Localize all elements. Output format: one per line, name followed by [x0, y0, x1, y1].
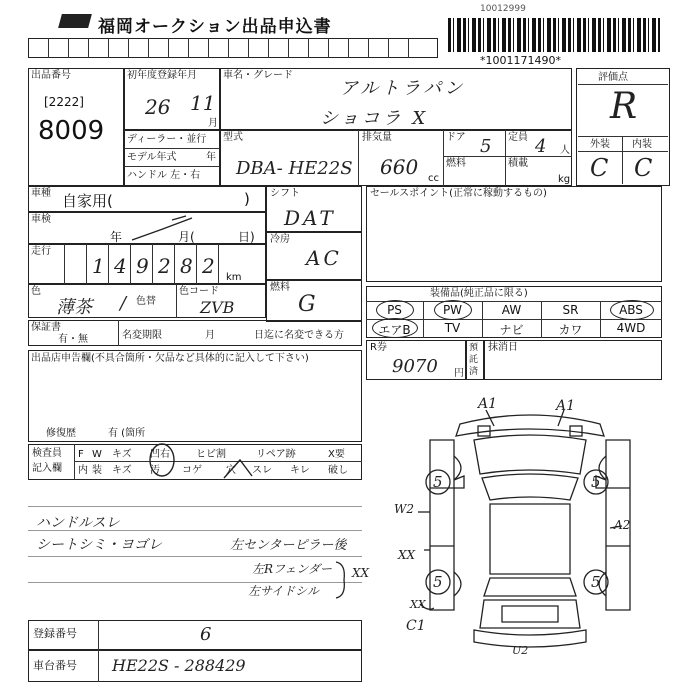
note-xx: XX [352, 566, 370, 580]
displacement-label: 排気量 [362, 132, 392, 143]
type-label: 型式 [223, 132, 243, 143]
reg-value: 6 [200, 624, 212, 645]
recycle-unit: 円 [454, 368, 464, 379]
model-year-unit: 年 [206, 152, 216, 163]
insp-r1-2: キズ [112, 449, 132, 460]
registration-label: 初年度登録年月 [127, 70, 197, 81]
chassis-value: HE22S - 288429 [112, 656, 246, 675]
equipment-label: 装備品(純正品に限る) [430, 288, 528, 299]
mileage-digit-5: 8 [180, 254, 193, 278]
registration-month: 11 [190, 91, 216, 115]
load-unit: kg [558, 174, 571, 185]
model-grade: ショコラ X [320, 108, 429, 129]
color-slash: / [120, 293, 127, 314]
evaluation-score: R [610, 86, 638, 127]
usage-label: 車種 [31, 188, 51, 199]
warranty-label: 保証書 [31, 322, 61, 333]
fuel-label: 燃料 [270, 282, 290, 293]
insp-r2-0: 内 [78, 465, 88, 476]
equip-navi: ナビ [499, 323, 524, 337]
diagram-u2: U2 [512, 644, 529, 657]
equip-pw: PW [442, 303, 463, 317]
equip-4wd: 4WD [616, 321, 646, 335]
equip-aw: AW [501, 303, 522, 317]
top-ref-number: 10012999 [480, 4, 526, 14]
mileage-digit-3: 9 [136, 254, 149, 278]
equip-abs: ABS [619, 303, 643, 317]
shift-label: シフト [270, 188, 300, 199]
chassis-label: 車台番号 [33, 659, 77, 672]
fuel-value: G [298, 292, 316, 317]
warranty-options: 有・無 [58, 334, 88, 345]
diagram-a2: A2 [614, 518, 631, 532]
mileage-digit-4: 2 [158, 254, 171, 278]
insp-r2-1: 装 [92, 465, 102, 476]
inspection-year-unit: 年 [110, 230, 123, 244]
exterior-grade: C [590, 154, 609, 182]
usage-value: 自家用( [62, 192, 113, 210]
note-line-5: 左サイドシル [248, 584, 319, 598]
inspection-label: 車検 [31, 214, 51, 225]
equip-tv: TV [444, 321, 461, 335]
model-year-label: モデル年式 [127, 152, 177, 163]
insp-r1-6: X要 [328, 449, 345, 460]
interior-grade: C [634, 154, 653, 182]
load-label: 積載 [508, 158, 528, 169]
model-label: 車名・グレード [223, 70, 293, 81]
doors-label: ドア [446, 132, 466, 143]
inspector-label-1: 検査員 [32, 448, 62, 459]
reg-label: 登録番号 [33, 627, 77, 640]
recycle-date-label: 抹消日 [488, 342, 518, 353]
capacity-value: 4 [535, 136, 547, 157]
tire-front-right: 5 [591, 473, 601, 491]
lot-number: 8009 [38, 116, 105, 146]
header-box-row [28, 38, 438, 58]
fuel-label-spec: 燃料 [446, 158, 466, 169]
aircon-label: 冷房 [270, 234, 290, 245]
color-code-label: 色コード [179, 286, 219, 297]
barcode [448, 18, 660, 52]
tire-rear-left: 5 [433, 573, 443, 591]
title-logo [58, 14, 92, 28]
insp-r2-8: 破し [328, 465, 348, 476]
insp-r1-0: F [78, 449, 84, 460]
insp-r2-2: キズ [112, 465, 132, 476]
diagram-c1: C1 [406, 618, 426, 634]
repair-label: 修復歴 [46, 428, 76, 439]
insp-r2-4: コゲ [182, 465, 202, 476]
mileage-digit-6: 2 [202, 254, 215, 278]
aircon-value: AC [306, 246, 342, 270]
equip-pw-circle [434, 300, 472, 320]
equip-leather: カワ [558, 323, 583, 337]
diagram-w2: W2 [394, 502, 414, 516]
exterior-label: 外装 [590, 139, 610, 150]
validity-label: 名変期限 [122, 330, 162, 341]
capacity-label: 定員 [508, 132, 528, 143]
note-line-3: 左センターピラー後 [230, 538, 347, 553]
shift-value: DAT [284, 206, 336, 230]
inspector-label-2: 記入欄 [32, 463, 62, 474]
insp-r1-4: ヒビ割 [196, 449, 226, 460]
displacement-value: 660 [380, 155, 419, 179]
usage-paren-close: ) [244, 190, 250, 208]
note-line-2: シートシミ・ヨゴレ [36, 537, 162, 553]
diagram-a1-right: A1 [556, 398, 576, 414]
recycle-label: R券 [370, 342, 387, 353]
equip-abs-circle [610, 300, 654, 320]
tire-front-left: 5 [433, 473, 443, 491]
type-value: DBA- HE22S [236, 158, 353, 179]
interior-label: 内装 [632, 139, 652, 150]
insp-r2-6: スレ [252, 465, 272, 476]
barcode-text: *1001171490* [480, 54, 561, 67]
lot-label: 出品番号 [31, 70, 71, 81]
mileage-label: 走行 [31, 246, 51, 257]
insp-r2-7: キレ [290, 465, 310, 476]
model-name: アルトラパン [340, 78, 466, 99]
color-change-label: 色替 [136, 296, 156, 307]
mileage-digit-1: 1 [92, 254, 105, 278]
registration-year: 26 [145, 95, 171, 119]
mileage-digits [64, 244, 224, 284]
doors-value: 5 [480, 136, 492, 157]
diagram-xx-bottom: XX [410, 598, 426, 611]
mileage-digit-2: 4 [114, 254, 127, 278]
inspection-strike [130, 214, 200, 244]
insp-r1-3: 凹右 [150, 449, 170, 460]
color-value: 薄茶 [56, 297, 92, 318]
tire-rear-right: 5 [591, 573, 601, 591]
evaluation-label: 評価点 [598, 72, 628, 83]
registration-month-suffix: 月 [208, 118, 218, 129]
equip-ps-circle [376, 300, 414, 320]
inspector-marks [140, 438, 280, 482]
insp-r2-5: 穴 [226, 465, 236, 476]
inspection-month-unit: 月( [178, 230, 195, 244]
equip-sr: SR [562, 303, 579, 317]
equip-ps: PS [387, 303, 402, 317]
repair-options: 有 (箇所 [108, 428, 146, 439]
note-brace [334, 560, 348, 600]
insp-r1-5: リペア跡 [256, 449, 296, 460]
handle-label: ハンドル 左・右 [127, 170, 201, 181]
inspection-day-unit: 日) [238, 230, 255, 244]
equip-airbag: エアB [378, 323, 411, 337]
color-label: 色 [31, 286, 41, 297]
dealer-label: ディーラー・並行 [127, 134, 207, 145]
sales-point-box [366, 186, 662, 282]
recycle-value: 9070 [392, 356, 438, 377]
sales-point-label: セールスポイント(正常に稼動するもの) [370, 188, 547, 199]
note-line-4: 左Rフェンダー [252, 562, 332, 576]
insp-r2-3: 汚 [150, 465, 160, 476]
equip-airbag-circle [372, 318, 418, 338]
diagram-a1-left: A1 [478, 396, 498, 412]
recycle-settled-label: 預託済 [469, 343, 479, 377]
reg-box [28, 620, 362, 650]
diagram-xx-left: XX [398, 548, 416, 562]
mileage-unit: km [226, 272, 242, 283]
note-line-1: ハンドルスレ [36, 515, 120, 531]
form-title: 福岡オークション出品申込書 [98, 17, 332, 37]
displacement-unit: cc [428, 173, 439, 184]
declaration-label: 出品店申告欄(不具合箇所・欠品など具体的に記入して下さい) [31, 353, 309, 364]
capacity-unit: 人 [560, 145, 570, 156]
insp-r1-1: W [92, 449, 102, 460]
validity-month-unit: 月 [205, 330, 215, 341]
lot-sub-number: [2222] [44, 95, 84, 109]
validity-note: 日迄に名変できる方 [254, 330, 344, 341]
color-code-value: ZVB [200, 298, 235, 317]
